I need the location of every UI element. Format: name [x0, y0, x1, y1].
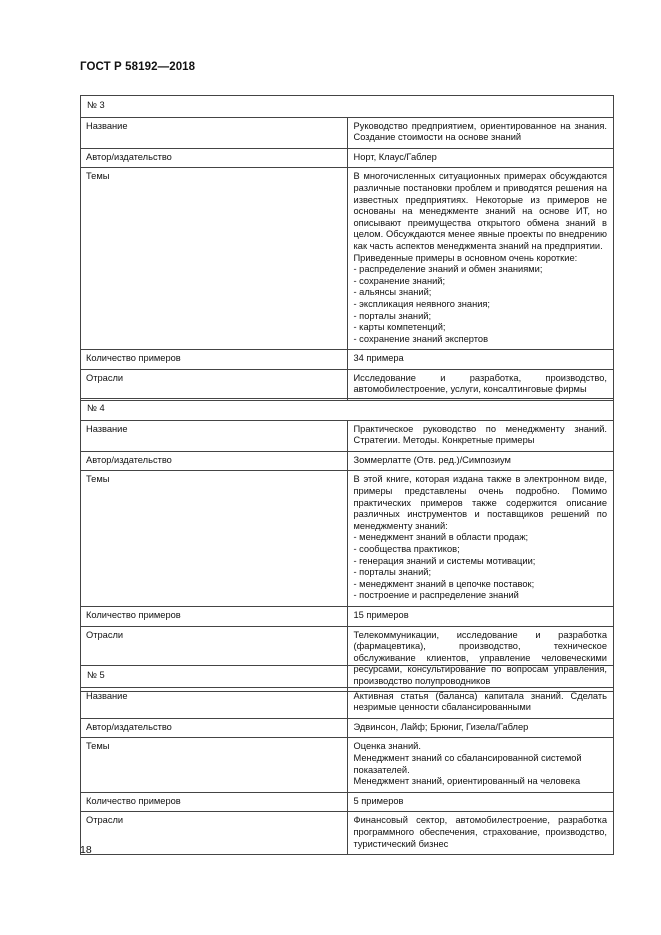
count-label: Количество примеров	[81, 792, 348, 812]
title-value: Активная статья (баланса) капитала знаний. Сделать незримые ценности сбалансированными	[347, 687, 614, 718]
count-label: Количество примеров	[81, 606, 348, 626]
topics-line: - порталы знаний;	[353, 310, 432, 321]
author-label: Автор/издательство	[81, 148, 348, 168]
topics-label: Темы	[81, 471, 348, 607]
card-number: № 3	[81, 96, 614, 118]
title-label: Название	[81, 420, 348, 451]
title-label: Название	[81, 687, 348, 718]
count-value: 5 примеров	[347, 792, 614, 812]
author-label: Автор/издательство	[81, 718, 348, 738]
industries-label: Отрасли	[81, 812, 348, 855]
topics-intro: В этой книге, которая издана также в электронном виде, примеры представлены очень подробно. Помимо практических примеров также содержится описание различных инструментов и поставщиков решений по менеджменту знаний:	[353, 474, 607, 531]
industries-value: Телекоммуникации, исследование и разработка (фармацевтика), производство, техническое обслуживание клиентов, управление человеческими ресурсами, консультирование по вопросам управления, производство полупроводников	[347, 626, 614, 692]
example-card-4	[80, 398, 614, 692]
topics-line: - порталы знаний;	[353, 567, 432, 578]
topics-line: - менеджмент знаний в области продаж;	[353, 532, 529, 543]
topics-line: - сообщества практиков;	[353, 543, 460, 554]
topics-line: Менеджмент знаний со сбалансированной системой показателей.	[353, 752, 582, 775]
topics-line: - генерация знаний и системы мотивации;	[353, 555, 536, 566]
title-label: Название	[81, 117, 348, 148]
example-card-3	[80, 95, 614, 401]
topics-label: Темы	[81, 168, 348, 350]
topics-line: - построение и распределение знаний	[353, 590, 519, 601]
topics-value	[347, 738, 614, 792]
topics-line: - альянсы знаний;	[353, 287, 432, 298]
topics-intro: В многочисленных ситуационных примерах обсуждаются различные постановки проблем и приводятся решения на известных предприятиях. Некоторые из примеров не основаны на менеджменте знаний на основе ИТ, но описывают преимущества открытого обмена знаний в целом. Обсуждаются менее явные проекты по внедрению как часть аспектов менеджмента знаний на предприятии.	[353, 171, 607, 251]
author-label: Автор/издательство	[81, 451, 348, 471]
industries-label: Отрасли	[81, 369, 348, 400]
author-value: Норт, Клаус/Габлер	[347, 148, 614, 168]
topics-line: - сохранение знаний экспертов	[353, 333, 489, 344]
industries-value: Финансовый сектор, автомобилестроение, разработка программного обеспечения, страхование, производство, туристический бизнес	[347, 812, 614, 855]
topics-label: Темы	[81, 738, 348, 792]
topics-value	[347, 471, 614, 607]
topics-value	[347, 168, 614, 350]
example-card-5	[80, 665, 614, 855]
standard-designation: ГОСТ Р 58192—2018	[80, 61, 196, 73]
topics-line: Приведенные примеры в основном очень короткие:	[353, 252, 578, 263]
title-value: Практическое руководство по менеджменту знаний. Стратегии. Методы. Конкретные примеры	[347, 420, 614, 451]
topics-line: Менеджмент знаний, ориентированный на человека	[353, 776, 581, 787]
topics-line: Оценка знаний.	[353, 741, 421, 752]
count-value: 15 примеров	[347, 606, 614, 626]
topics-line: - менеджмент знаний в цепочке поставок;	[353, 578, 535, 589]
title-value: Руководство предприятием, ориентированное на знания. Создание стоимости на основе знаний	[347, 117, 614, 148]
author-value: Эдвинсон, Лайф; Брюниг, Гизела/Габлер	[347, 718, 614, 738]
card-number: № 4	[81, 399, 614, 421]
topics-line: - распределение знаний и обмен знаниями;	[353, 264, 543, 275]
topics-line: - экспликация неявного знания;	[353, 298, 491, 309]
industries-value: Исследование и разработка, производство, автомобилестроение, услуги, консалтинговые фирмы	[347, 369, 614, 400]
count-value: 34 примера	[347, 350, 614, 370]
topics-line: - сохранение знаний;	[353, 275, 446, 286]
author-value: Зоммерлатте (Отв. ред.)/Симпозиум	[347, 451, 614, 471]
industries-label: Отрасли	[81, 626, 348, 692]
page-number: 18	[80, 844, 92, 856]
topics-line: - карты компетенций;	[353, 322, 446, 333]
card-number: № 5	[81, 666, 614, 688]
count-label: Количество примеров	[81, 350, 348, 370]
